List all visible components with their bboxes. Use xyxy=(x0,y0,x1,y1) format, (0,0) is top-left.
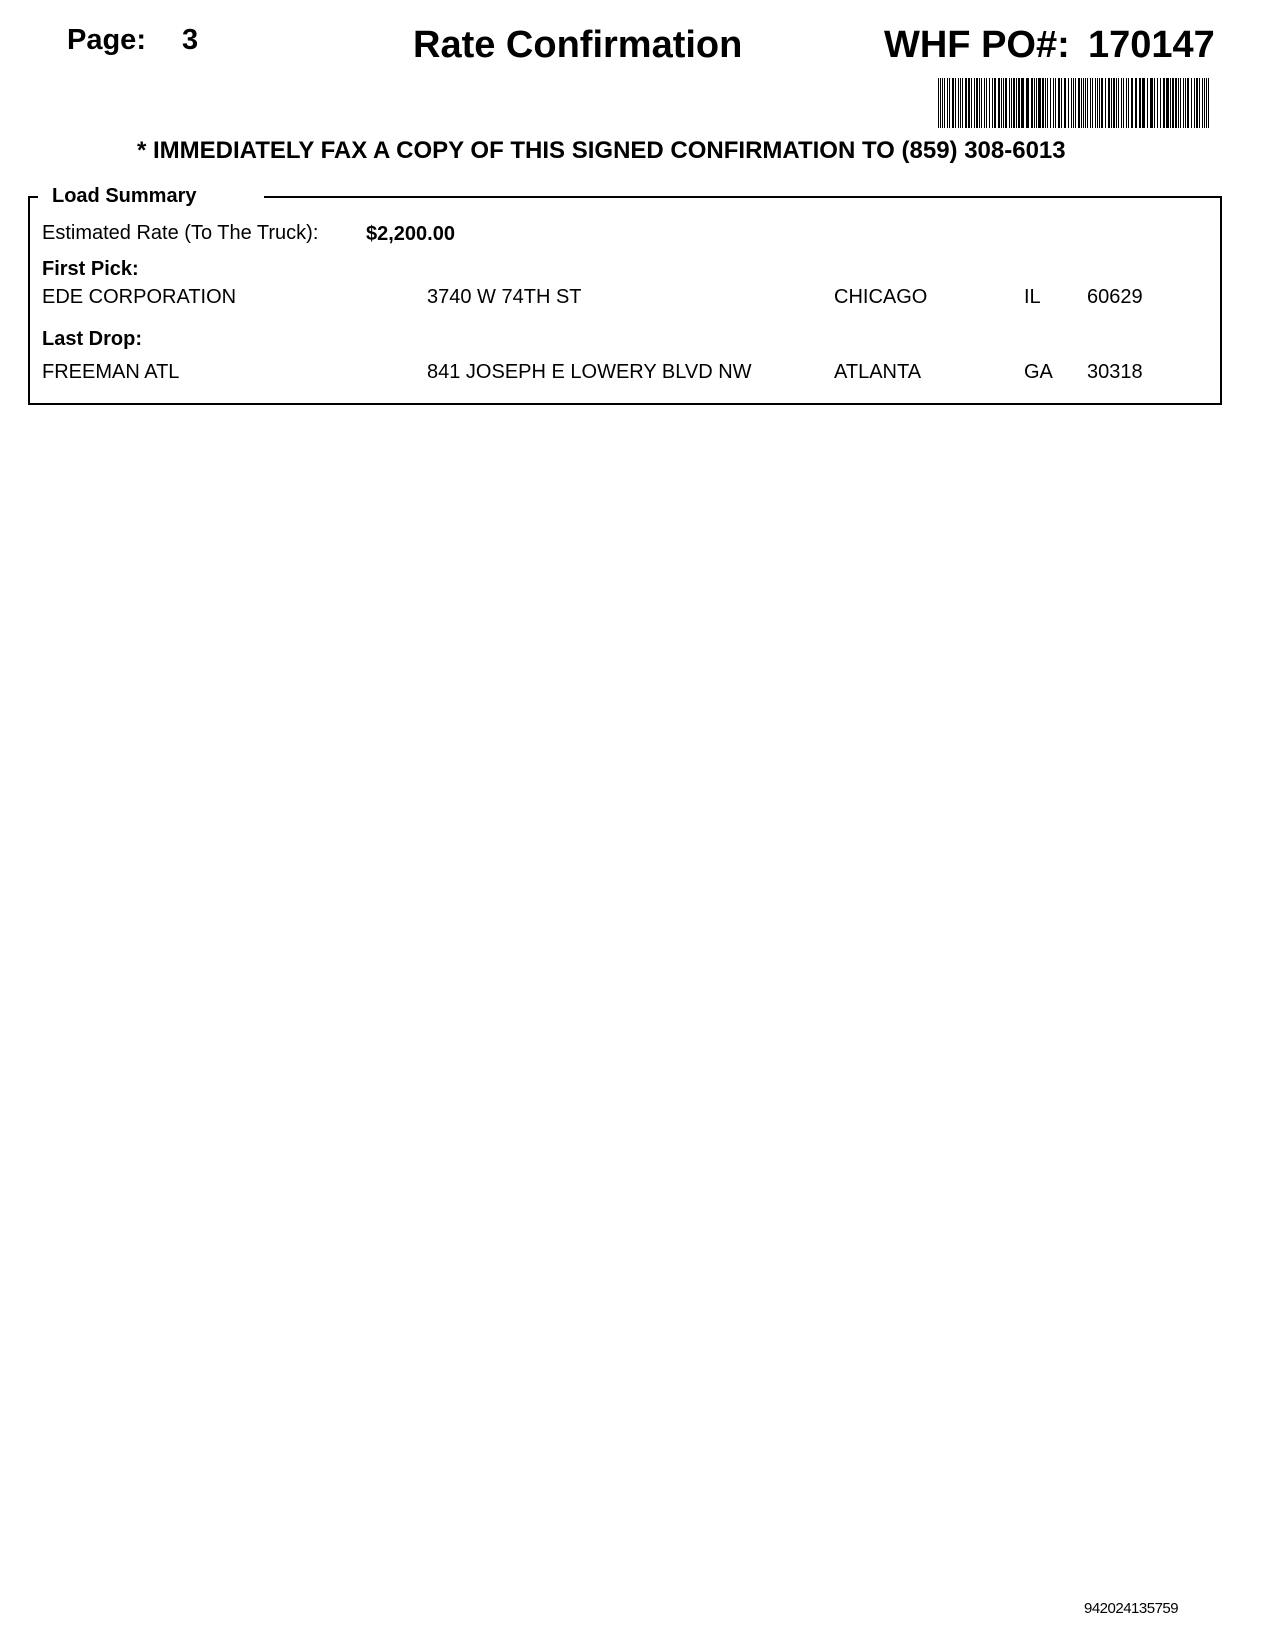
last-drop-zip: 30318 xyxy=(1087,361,1143,383)
last-drop-state: GA xyxy=(1024,361,1053,383)
page-number: 3 xyxy=(182,24,199,56)
last-drop-label: Last Drop: xyxy=(42,328,142,350)
rate-value: $2,200.00 xyxy=(366,223,455,245)
last-drop-city: ATLANTA xyxy=(834,361,922,383)
first-pick-label: First Pick: xyxy=(42,258,139,280)
last-drop-name: FREEMAN ATL xyxy=(42,361,180,383)
document-title: Rate Confirmation xyxy=(413,24,743,66)
fax-notice: * IMMEDIATELY FAX A COPY OF THIS SIGNED CONFIRMATION TO (859) 308-6013 xyxy=(137,137,1066,164)
barcode-icon xyxy=(938,78,1212,128)
load-summary-legend: Load Summary xyxy=(38,185,210,208)
page-label: Page: xyxy=(67,24,146,56)
po-label: WHF PO#: xyxy=(884,24,1070,66)
footer-document-number: 942024135759 xyxy=(1084,1600,1179,1617)
first-pick-city: CHICAGO xyxy=(834,286,928,308)
first-pick-name: EDE CORPORATION xyxy=(42,286,237,308)
first-pick-address: 3740 W 74TH ST xyxy=(427,286,582,308)
last-drop-address: 841 JOSEPH E LOWERY BLVD NW xyxy=(427,361,752,383)
first-pick-state: IL xyxy=(1024,286,1041,308)
po-number: 170147 xyxy=(1088,24,1215,66)
first-pick-zip: 60629 xyxy=(1087,286,1143,308)
rate-label: Estimated Rate (To The Truck): xyxy=(42,222,319,244)
